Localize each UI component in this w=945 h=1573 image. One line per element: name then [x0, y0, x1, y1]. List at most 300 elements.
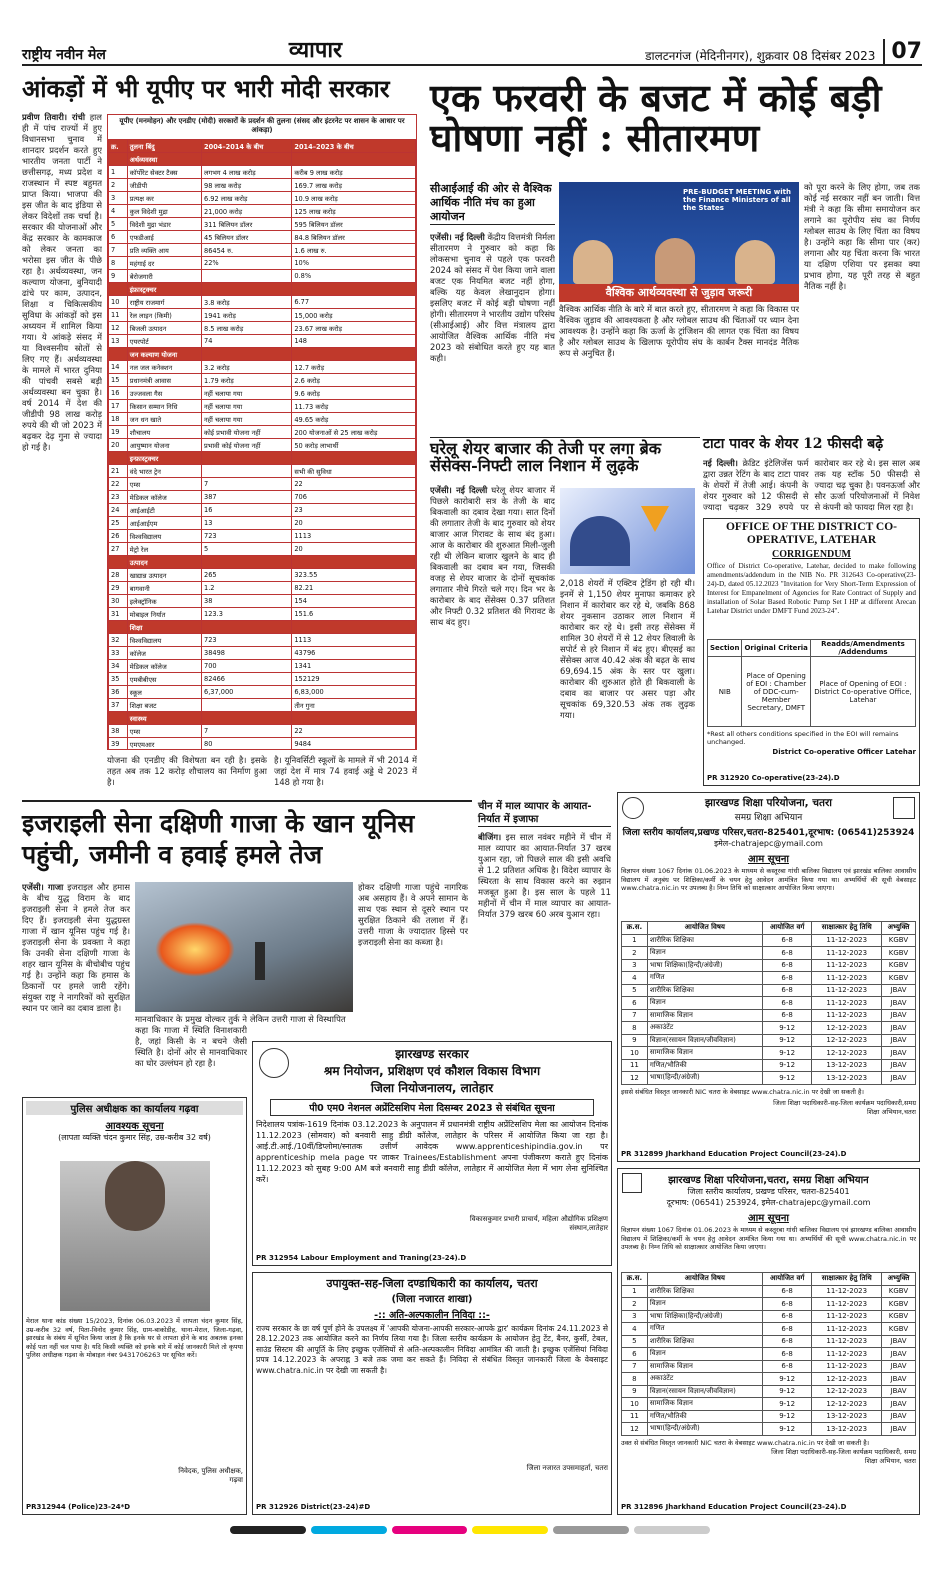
table-cell: 311 बिलियन डॉलर: [202, 218, 292, 231]
table-row: [622, 1310, 916, 1323]
table-cell: [202, 270, 292, 283]
table-row: [622, 1360, 916, 1373]
table-cell: 723: [202, 530, 292, 543]
table-cell: 22: [292, 478, 416, 491]
table-row: [109, 725, 416, 738]
edu1-sign: जिला शिक्षा पदाधिकारी-सह-जिला कार्यक्रम पदाधिकारी,समग्र शिक्षा अभियान,चतरा: [773, 1098, 916, 1116]
table-cell: 1: [622, 1285, 648, 1298]
table-cell: [202, 699, 292, 712]
table-cell: भाषा शिक्षिका(हिन्दी/अंग्रेजी): [647, 1310, 762, 1323]
table-cell: [292, 153, 416, 166]
table-cell: कॉलेज: [127, 647, 201, 660]
a1-byline: प्रवीण तिवारी। रांची: [22, 112, 86, 122]
police-body: मेराल थाना कांड संख्या 15/2023, दिनांक 06.03.2023 में लापता चंदन कुमार सिंह, उम्र-करीब 32 वर्ष, पिता-विनोद कुमार सिंह, ग्राम-बाकोडीह, थाना-मेराल, जिला-गढ़वा, झारखंड के संबंध में सूचित किया जाता है कि इनके घर से लापता होने के बाद अबतक इनका कोई पता नहीं चल पाया है। यदि किसी व्यक्ति को इनके बारे में कोई जानकारी मिले तो कृपया पुलिस अधीक्षक गढ़वा के मोबाइल नंबर 9431706263 पर सूचित करें।: [26, 1317, 243, 1360]
table-cell: NIB: [708, 657, 742, 727]
table-cell: 9-12: [762, 1072, 812, 1085]
col-header: Readds/Amendments /Addendums: [810, 640, 915, 657]
table-cell: 2: [622, 1298, 648, 1311]
table-cell: 9-12: [762, 1410, 812, 1423]
education-notice-2: [617, 1168, 920, 1515]
table-cell: 16: [202, 504, 292, 517]
table-cell: 26: [109, 530, 128, 543]
labour-title-2: श्रम नियोजन, प्रशिक्षण एवं कौशल विकास विभाग: [323, 1064, 541, 1078]
table-cell: 1.2: [202, 582, 292, 595]
table-cell: 3.2 करोड़: [202, 361, 292, 374]
tender-title: उपायुक्त-सह-जिला दण्डाधिकारी का कार्यालय, चतरा: [326, 1277, 538, 1290]
edu2-title: झारखण्ड शिक्षा परियोजना,चतरा, समग्र शिक्षा अभियान: [668, 1175, 869, 1186]
table-cell: 9484: [292, 738, 416, 751]
table-row: [109, 634, 416, 647]
table-cell: तीन गुना: [292, 699, 416, 712]
table-cell: 98 लाख करोड़: [202, 179, 292, 192]
table-cell: JBAV: [882, 1047, 916, 1060]
a2-photo-banner-text: PRE-BUDGET MEETING with the Finance Ministers of all the States: [683, 188, 791, 212]
table-cell: सामाजिक विज्ञान: [647, 1009, 762, 1022]
table-cell: 125 लाख करोड़: [292, 205, 416, 218]
table-cell: JBAV: [882, 1423, 916, 1436]
table-cell: 1.79 करोड़: [202, 374, 292, 387]
table-row: [109, 686, 416, 699]
table-cell: 11-12-2023: [812, 984, 882, 997]
color-swatch: [634, 1526, 710, 1534]
table-cell: विज्ञान: [647, 1348, 762, 1361]
table-row: [109, 543, 416, 556]
logo-icon: [893, 797, 915, 819]
table-cell: मेट्रो रेल: [127, 543, 201, 556]
table-cell: नहीं चलाया गया: [202, 413, 292, 426]
table-cell: अकाउंटेंट: [647, 1022, 762, 1035]
table-cell: 0.8%: [292, 270, 416, 283]
tender-sign: जिला नजारत उपसमाहर्ता, चतरा: [526, 1464, 608, 1472]
table-cell: JBAV: [882, 997, 916, 1010]
comparison-table-box: [107, 114, 417, 750]
table-cell: गणित: [647, 972, 762, 985]
table-cell: बिजली उत्पादन: [127, 322, 201, 335]
table-row: [109, 192, 416, 205]
tender-notice-title: -:: अति-अल्पकालीन निविदा ::-: [374, 1310, 490, 1321]
table-cell: इलेक्ट्रॉनिक: [127, 595, 201, 608]
labour-title-1: झारखण्ड सरकार: [395, 1047, 469, 1061]
labour-notice: [252, 1041, 612, 1266]
table-cell: 22%: [202, 257, 292, 270]
labour-body: निदेशालय पत्रांक-1619 दिनांक 03.12.2023 के अनुपालन में प्रधानमंत्री राष्ट्रीय अप्रेंटिसशिप मेला का आयोजन दिनांक 11.12.2023 (सोमवार) को बनवारी साहु डीग्री कॉलेज, लातेहार के परिसर में आयोजित किया जा रहा है। आई.टी.आई./10वीं/डिप्लोमा/स्नातक उत्तीर्ण आवेदक www.apprenticeshipindia.gov.in पर apprenticeship mela page पर जाकर Trainees/Establishment अपना पंजीकरण कराते हुए दिनांक 11.12.2023 को सुबह 9:00 AM बजे बनवारी साहु डीग्री कॉलेज, लातेहार में आयोजित मेला में भाग लेना सुनिश्चित करें।: [256, 1120, 608, 1184]
table-cell: एमएमआर: [127, 738, 201, 751]
table-row: [109, 647, 416, 660]
table-cell: 2: [622, 947, 648, 960]
table-row: [109, 530, 416, 543]
a4-body: [703, 458, 920, 514]
table-cell: 20: [109, 439, 128, 452]
table-cell: 49.65 करोड़: [292, 413, 416, 426]
table-row: [109, 712, 416, 725]
table-row: [622, 1072, 916, 1085]
table-cell: उज्जवला गैस: [127, 387, 201, 400]
police-code: PR312944 (Police)23-24*D: [26, 1503, 131, 1511]
table-cell: 265: [202, 569, 292, 582]
table-cell: उत्पादन: [127, 556, 201, 569]
table-cell: 13-12-2023: [812, 1410, 882, 1423]
table-cell: 82.21: [292, 582, 416, 595]
table-cell: 7: [202, 478, 292, 491]
table-cell: आईआईटी: [127, 504, 201, 517]
table-cell: 1.6 लाख रु.: [292, 244, 416, 257]
a3-byline: एजेंसी। नई दिल्ली: [430, 485, 488, 495]
table-cell: 387: [202, 491, 292, 504]
a4-byline: नई दिल्ली।: [703, 458, 738, 468]
table-cell: 84.8 बिलियन डॉलर: [292, 231, 416, 244]
table-cell: 6-8: [762, 1348, 812, 1361]
edu2-notice-title: आम सूचना: [748, 1213, 789, 1224]
table-cell: KGBV: [882, 972, 916, 985]
cooperative-sign: District Co-operative Officer Latehar: [772, 748, 916, 756]
table-cell: 82466: [202, 673, 292, 686]
table-cell: 86454 रु.: [202, 244, 292, 257]
table-cell: 152129: [292, 673, 416, 686]
col-header: आयोजित वर्ग: [762, 1273, 812, 1286]
table-cell: [109, 348, 128, 361]
a3-headline: घरेलू शेयर बाजार की तेजी पर लगा ब्रेक सेंसेक्स-निफ्टी लाल निशान में लुढ़के: [430, 437, 700, 475]
table-cell: JBAV: [882, 1335, 916, 1348]
table-cell: 169.7 लाख करोड़: [292, 179, 416, 192]
police-title: पुलिस अधीक्षक का कार्यालय गढ़वा: [26, 1101, 243, 1115]
table-cell: [202, 153, 292, 166]
paper-name: राष्ट्रीय नवीन मेल: [22, 47, 106, 63]
table-cell: 3: [622, 1310, 648, 1323]
color-swatch: [311, 1526, 387, 1534]
table-cell: आयुष्मान योजना: [127, 439, 201, 452]
table-cell: विज्ञान: [647, 1298, 762, 1311]
table-cell: 6.77: [292, 296, 416, 309]
tender-notice: [252, 1272, 612, 1515]
table-cell: 123.3: [202, 608, 292, 621]
table-cell: 38498: [202, 647, 292, 660]
table-cell: 11-12-2023: [812, 972, 882, 985]
table-cell: 9-12: [762, 1423, 812, 1436]
a2-photo: [559, 182, 799, 302]
a3-text: घरेलू शेयर बाजार में पिछले कारोबारी सत्र के तेजी के बाद बिकवाली का दबाव देखा गया। सात दिनों की लगातार तेजी के बाद गुरुवार को शेयर बाजार आज गिरावट के साथ बंद हुआ। आज के कारोबार की शुरुआत मिली-जुली रही थी लेकिन बाजार खुलने के बाद ही बिकवाली का दबाव बन गया, जिसकी वजह से शेयर बाजार के दोनों सूचकांक लगातार नीचे गिरते चले गए। दिन भर के कारोबार के बाद सेंसेक्स 0.37 प्रतिशत और निफ्टी 0.32 प्रतिशत की गिरावट के साथ बंद हुए।: [430, 485, 555, 627]
table-cell: 9-12: [762, 1022, 812, 1035]
col-header: साक्षात्कार हेतु तिथि: [812, 922, 882, 935]
table-cell: 11-12-2023: [812, 1323, 882, 1336]
table-cell: गणित: [647, 1323, 762, 1336]
table-cell: 34: [109, 660, 128, 673]
cooperative-body: Office of District Co-operative, Latehar, decided to make following amendments/addendum in the NIB No. PR 312643 Co-operative(23-24)-D, dated 05.12.2023 "Invitation for Very Short-Term Expression of Interest for Empanelment of Agencies for Rate Contract of Supply and installation of Solar Based Robotic Pump Set I HP at different Arecan Latehar District under DMFT Fund 2023-24".: [707, 562, 916, 615]
table-cell: एयरपोर्ट: [127, 335, 201, 348]
table-row: [622, 1285, 916, 1298]
a1-caption-2: है। यूनिवर्सिटी स्कूलों के मामले में भी 2014 में जहां देश में मात्र 74 हवाई अड्डे थे 2023 में 148 हो गया है।: [274, 755, 417, 787]
edu2-schedule-table: [621, 1272, 916, 1436]
person-icon: [573, 240, 613, 284]
table-cell: 12: [622, 1072, 648, 1085]
table-cell: 700: [202, 660, 292, 673]
table-cell: 38: [109, 725, 128, 738]
table-cell: [109, 283, 128, 296]
labour-notice-title: पी0 एम0 नेशनल अप्रेंटिसशिप मेला दिसम्बर 2023 से संबंधित सूचना: [270, 1099, 594, 1116]
tender-code: PR 312926 District(23-24)#D: [256, 1503, 371, 1511]
table-cell: 11-12-2023: [812, 1285, 882, 1298]
table-row: [109, 465, 416, 478]
table-row: [622, 1298, 916, 1311]
color-swatch: [553, 1526, 629, 1534]
color-swatch: [392, 1526, 468, 1534]
edu1-subtitle: समग्र शिक्षा अभियान: [734, 813, 803, 823]
table-row: [109, 296, 416, 309]
table-row: [622, 1022, 916, 1035]
table-cell: 30: [109, 595, 128, 608]
table-cell: 29: [109, 582, 128, 595]
table-cell: 9: [109, 270, 128, 283]
table-cell: विज्ञान(रसायन विज्ञान/जीवविज्ञान): [647, 1385, 762, 1398]
a4-headline: टाटा पावर के शेयर 12 फीसदी बढ़े: [703, 436, 884, 452]
table-row: [109, 244, 416, 257]
table-cell: भाषा(हिन्दी/अंग्रेजी): [647, 1423, 762, 1436]
table-cell: प्रत्यक्ष कर: [127, 192, 201, 205]
table-cell: 21,000 करोड़: [202, 205, 292, 218]
table-cell: JBAV: [882, 1348, 916, 1361]
table-cell: अर्थव्यवस्था: [127, 153, 201, 166]
table-cell: 6.92 लाख करोड़: [202, 192, 292, 205]
col-header: आयोजित विषय: [647, 922, 762, 935]
table-row: [109, 231, 416, 244]
table-cell: Place of Opening of EOI : Chamber of DDC-cum-Member Secretary, DMFT: [742, 657, 810, 727]
table-cell: [202, 283, 292, 296]
table-cell: JBAV: [882, 1022, 916, 1035]
comparison-table: [108, 139, 416, 750]
person-icon: [735, 240, 775, 284]
table-row: [109, 283, 416, 296]
table-row: [109, 322, 416, 335]
edu1-notice-title: आम सूचना: [748, 854, 789, 865]
table-cell: 9-12: [762, 1398, 812, 1411]
table-cell: 13: [202, 517, 292, 530]
table-cell: गणित/भौतिकी: [647, 1410, 762, 1423]
table-cell: 11-12-2023: [812, 1360, 882, 1373]
table-cell: 2: [109, 179, 128, 192]
table-cell: 6-8: [762, 1335, 812, 1348]
table-cell: 9-12: [762, 1373, 812, 1386]
emblem-icon: [622, 797, 644, 819]
table-cell: [109, 621, 128, 634]
table-cell: एम्स: [127, 478, 201, 491]
table-cell: 6-8: [762, 1323, 812, 1336]
a2-headline: एक फरवरी के बजट में कोई बड़ी घोषणा नहीं : सीतारमण: [430, 75, 882, 160]
table-cell: 7: [109, 244, 128, 257]
table-cell: शारीरिक शिक्षिका: [647, 1335, 762, 1348]
table-cell: 1113: [292, 530, 416, 543]
table-row: [622, 1410, 916, 1423]
table-cell: [202, 556, 292, 569]
table-row: [109, 309, 416, 322]
table-cell: 12-12-2023: [812, 1022, 882, 1035]
table-cell: 39: [109, 738, 128, 751]
table-cell: 28: [109, 569, 128, 582]
table-row: [622, 934, 916, 947]
table-row: [622, 1423, 916, 1436]
table-cell: 22: [109, 478, 128, 491]
table-cell: 50 करोड़ लाभार्थी: [292, 439, 416, 452]
table-cell: 12.7 करोड़: [292, 361, 416, 374]
table-row: [109, 205, 416, 218]
table-cell: 154: [292, 595, 416, 608]
table-cell: [109, 452, 128, 465]
table-cell: 8: [622, 1373, 648, 1386]
table-cell: 12-12-2023: [812, 1047, 882, 1060]
edu2-footer: उक्त से संबंधित विस्तृत जानकारी NIC चतरा के वेबसाइट www.chatra.nic.in पर देखी जा सकती है।: [621, 1438, 870, 1447]
table-cell: 6: [109, 231, 128, 244]
table-cell: 23: [292, 504, 416, 517]
table-cell: करीब 9 लाख करोड़: [292, 166, 416, 179]
table-cell: [202, 348, 292, 361]
table-cell: विदेशी मुद्रा भंडार: [127, 218, 201, 231]
table-row: [109, 595, 416, 608]
table-cell: 27: [109, 543, 128, 556]
table-cell: 13: [109, 335, 128, 348]
table-cell: 151.6: [292, 608, 416, 621]
table-cell: मोबाइल निर्यात: [127, 608, 201, 621]
table-cell: मेडिकल कॉलेज: [127, 660, 201, 673]
table-cell: लगभग 4 लाख करोड़: [202, 166, 292, 179]
table-cell: 24: [109, 504, 128, 517]
table-cell: JBAV: [882, 1034, 916, 1047]
edu1-email: इमेल-chatrajepc@ymail.com: [714, 839, 823, 848]
table-cell: 10.9 लाख करोड़: [292, 192, 416, 205]
edu2-code: PR 312896 Jharkhand Education Project Council(23-24).D: [621, 1503, 847, 1511]
table-cell: 9-12: [762, 1059, 812, 1072]
table-row: [109, 517, 416, 530]
table-row: [109, 270, 416, 283]
person-icon: [105, 1161, 165, 1231]
table-cell: 5: [202, 543, 292, 556]
table-cell: 11-12-2023: [812, 1348, 882, 1361]
a2-body-2: वैश्विक आर्थिक नीति के बारे में बात करते हुए, सीतारमण ने कहा कि विकास पर वैश्विक जुड़ाव की आवश्यकता है और ग्लोबल साउथ की चिंताओं पर ध्यान देना आवश्यक है। उन्होंने कहा कि ऊर्जा के ट्रांजिशन की लागत एक चिंता का विषय है और ग्लोबल साउथ के खिलाफ यूरोपीय संघ के कार्बन टैक्स मानदंड नैतिक रूप से अनुचित हैं।: [559, 304, 799, 358]
col-header: अभ्युक्ति: [882, 922, 916, 935]
table-cell: खाद्यान्न उत्पादन: [127, 569, 201, 582]
a6-text: इस साल नवंबर महीने में चीन में माल व्यापार का आयात-निर्यात 37 खरब युआन रहा, जो पिछले साल की इसी अवधि से 1.2 प्रतिशत अधिक है। विदेश व्यापार के स्थिरता के साथ विकास करने का रुझान मजबूत हुआ है। इस साल के पहले 11 महीनों में चीन में माल व्यापार का आयात-निर्यात 379 खरब 60 अरब युआन रहा।: [478, 832, 611, 919]
a4-text: क्रेडिट इंटेलिजेंस फर्म द्वारा उन्नत रेटिंग के बाद टाटा पावर के शेयरों में तेजी आई। कंपनी के शेयर गुरुवार को 12 फीसदी से ज्यादा चढ़कर 329 रुपये पर कारोबार कर रहे थे। इस साल अब तक यह स्टॉक 50 फीसदी से ज्यादा चढ़ चुका है। पवनऊर्जा और सौर ऊर्जा परियोजनाओं में निवेश से कंपनी को फायदा मिल रहा है।: [703, 458, 920, 512]
table-cell: 9-12: [762, 1385, 812, 1398]
table-cell: 6-8: [762, 934, 812, 947]
police-sign: निवेदक, पुलिस अधीक्षक, गढ़वा: [178, 1467, 243, 1484]
table-cell: KGBV: [882, 1310, 916, 1323]
table-cell: 74: [202, 335, 292, 348]
table-cell: जन कल्याण योजना: [127, 348, 201, 361]
arrow-down-icon: [641, 506, 669, 532]
table-cell: 6-8: [762, 984, 812, 997]
table-cell: मेडिकल कॉलेज: [127, 491, 201, 504]
edu1-office: जिला स्तरीय कार्यालय,प्रखण्ड परिसर,चतरा-825401,दूरभाष: (06541)253924: [622, 828, 915, 838]
table-cell: 6: [622, 1348, 648, 1361]
edu1-schedule-table: [621, 921, 916, 1085]
table-cell: 11-12-2023: [812, 1009, 882, 1022]
a6-headline: चीन में माल व्यापार के आयात-निर्यात में इजाफा: [478, 800, 611, 827]
table-row: [622, 1059, 916, 1072]
table-cell: 11-12-2023: [812, 947, 882, 960]
table-cell: 13-12-2023: [812, 1423, 882, 1436]
table-cell: कॉर्पोरेट सेक्टर टैक्स: [127, 166, 201, 179]
a6-byline: बीजिंग।: [478, 832, 502, 842]
table-cell: 6,37,000: [202, 686, 292, 699]
table-cell: सभी की सुविधा: [292, 465, 416, 478]
table-row: [622, 1034, 916, 1047]
table-cell: KGBV: [882, 1298, 916, 1311]
table-cell: प्रधानमंत्री आवास: [127, 374, 201, 387]
table-cell: 4: [109, 205, 128, 218]
table-cell: आईआईएम: [127, 517, 201, 530]
table-cell: विज्ञान: [647, 997, 762, 1010]
table-row: [109, 582, 416, 595]
table-cell: 18: [109, 413, 128, 426]
table-cell: शारीरिक शिक्षिका: [647, 934, 762, 947]
table-row: [109, 608, 416, 621]
table-cell: 43796: [292, 647, 416, 660]
police-notice: [22, 1097, 247, 1515]
col-header: Section: [708, 640, 742, 657]
table-cell: 6-8: [762, 1009, 812, 1022]
a5-text: इजराइल और हमास के बीच युद्ध विराम के बाद इजराइली सेना ने हमले तेज कर दिए हैं। इजराइली सेना युद्धग्रस्त गाजा में खान यूनिस पहुंच गई है। इजराइली सेना के प्रवक्ता ने कहा कि उनकी सेना दक्षिणी गाजा के शहर खान यूनिस के बीचोबीच पहुंच गई है। उन्होंने कहा कि हमास के ठिकानों पर हमले जारी रहेंगे। संयुक्त राष्ट्र ने नागरिकों को सुरक्षित स्थान पर जाने का दबाव डाला है।: [22, 882, 130, 1013]
table-row: [109, 660, 416, 673]
table-row: [109, 426, 416, 439]
table-cell: किसान सम्मान निधि: [127, 400, 201, 413]
table-cell: नहीं चलाया गया: [202, 387, 292, 400]
a1-headline: आंकड़ों में भी यूपीए पर भारी मोदी सरकार: [22, 74, 390, 103]
emblem-icon: [259, 1048, 289, 1078]
table-cell: 6,83,000: [292, 686, 416, 699]
table-cell: 13-12-2023: [812, 1059, 882, 1072]
table-cell: प्रभावी कोई योजना नहीं: [202, 439, 292, 452]
table-cell: 5: [622, 984, 648, 997]
table-cell: 9-12: [762, 1034, 812, 1047]
table-cell: 32: [109, 634, 128, 647]
a2-body: [430, 232, 555, 432]
table-cell: 4: [622, 1323, 648, 1336]
table-cell: [202, 712, 292, 725]
a5-photo-caption: लेकिन उत्तरी गाजा से विस्थापित: [250, 1014, 346, 1024]
table-row: [622, 1047, 916, 1060]
table-cell: 4: [622, 972, 648, 985]
a2-photo-banner: वैश्विक आर्थव्यवस्था से जुड़ाव जरूरी: [559, 284, 799, 302]
table-cell: महंगाई दर: [127, 257, 201, 270]
table-cell: 11-12-2023: [812, 1310, 882, 1323]
table-cell: 31: [109, 608, 128, 621]
labour-title-3: जिला नियोजनालय, लातेहार: [370, 1081, 494, 1095]
table-row: [109, 556, 416, 569]
fire-icon: [155, 922, 235, 977]
education-notice-1: [617, 792, 920, 1162]
a1-text: हाल ही में पांच राज्यों में हुए विधानसभा चुनाव में शानदार प्रदर्शन करते हुए भारतीय जनता पार्टी ने छत्तीसगढ़, मध्य प्रदेश व राजस्थान में स्पष्ट बहुमत प्राप्त किया। भाजपा की इस जीत के बाद इंडिया से लेकर विदेशों तक चर्चा है। सरकार की योजनाओं और केंद्र सरकार के कामकाज को लेकर जनता का भरोसा इस जीत के पीछे रहा है। अर्थव्यवस्था, जन कल्याण योजना, बुनियादी ढांचे पर काम, उत्पादन, शिक्षा व चिकित्सकीय सुविधा के आंकड़ों को इस अध्ययन में शामिल किया गया। ये आंकड़े संसद में या विश्वसनीय स्रोतों से लिए गए हैं। अर्थव्यवस्था के मामले में भारत दुनिया की पांचवी सबसे बड़ी अर्थव्यवस्था बन चुका है। वर्ष 2014 में देश की जीडीपी 98 लाख करोड़ रुपये की थी जो 2023 में बढ़कर देढ़ गुना से ज्यादा हो गई है।: [22, 112, 102, 452]
table-row: [109, 257, 416, 270]
table-cell: 8.5 लाख करोड़: [202, 322, 292, 335]
table-cell: 5: [622, 1335, 648, 1348]
table-cell: KGBV: [882, 947, 916, 960]
table-row: [109, 179, 416, 192]
edu1-body: विज्ञापन संख्या 1067 दिनांक 01.06.2023 के माध्यम से कस्तूरबा गांधी बालिका विद्यालय एवं झारखंड बालिका आवासीय विद्यालय में अनुबंध पर शिक्षिका/कर्मी के चयन हेतु आवेदन आमंत्रित किया गया था। अभ्यर्थियों की सूची वेबसाइट www.chatra.nic.in पर उपलब्ध है। निम्न तिथि को साक्षात्कार आयोजित किया जाएगा।: [621, 867, 916, 892]
a5-headline: इजराइली सेना दक्षिणी गाजा के खान यूनिस पहुंची, जमीनी व हवाई हमले तेज: [22, 800, 472, 870]
table-cell: 11.73 करोड़: [292, 400, 416, 413]
table-cell: 8: [109, 257, 128, 270]
table-cell: 17: [109, 400, 128, 413]
table-row: [622, 1398, 916, 1411]
table-cell: 6-8: [762, 972, 812, 985]
table-cell: 11: [622, 1059, 648, 1072]
table-cell: एमबीबीएस: [127, 673, 201, 686]
table-cell: 13-12-2023: [812, 1072, 882, 1085]
table-cell: बेरोजगारी: [127, 270, 201, 283]
table-cell: 12-12-2023: [812, 1034, 882, 1047]
table-cell: विश्वविद्यालय: [127, 530, 201, 543]
page-number: 07: [883, 39, 922, 64]
table-row: [109, 439, 416, 452]
table-cell: 7: [202, 725, 292, 738]
